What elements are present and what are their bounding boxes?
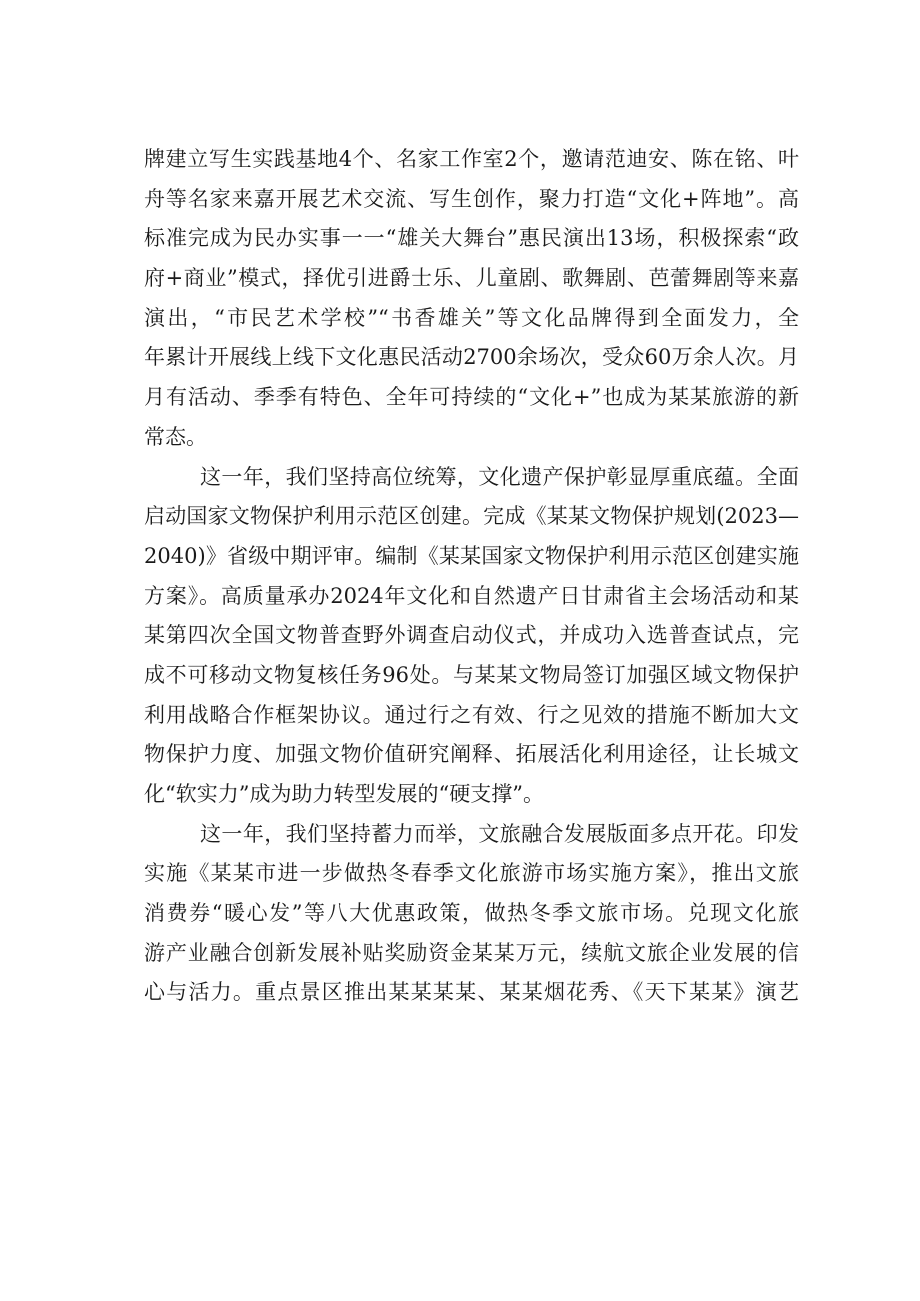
text-line	[144, 180, 799, 220]
line-text: 府+商业”模式，择优引进爵士乐、儿童剧、歌舞剧、芭蕾舞剧等来嘉	[144, 266, 799, 291]
line-text: 启动国家文物保护利用示范区创建。完成《某某文物保护规划(2023—	[144, 504, 799, 529]
line-text: 实施《某某市进一步做热冬春季文化旅游市场实施方案》，推出文旅	[144, 861, 799, 886]
line-text: 标准完成为民办实事一一“雄关大舞台”惠民演出13场，积极探索“政	[144, 226, 799, 251]
line-text: 演出，“市民艺术学校”“书香雄关”等文化品牌得到全面发力，全	[144, 305, 799, 330]
line-text: 消费券“暖心发”等八大优惠政策，做热冬季文旅市场。兑现文化旅	[144, 901, 799, 926]
text-line	[144, 338, 799, 378]
text-line	[144, 656, 799, 696]
line-text: 舟等名家来嘉开展艺术交流、写生创作，聚力打造“文化+阵地”。高	[144, 186, 799, 211]
text-line	[144, 537, 799, 577]
line-text: 游产业融合创新发展补贴奖励资金某某万元，续航文旅企业发展的信	[144, 940, 799, 965]
line-text: 化“软实力”成为助力转型发展的“硬支撑”。	[144, 782, 544, 806]
text-line	[144, 299, 799, 339]
text-line	[144, 973, 799, 1013]
text-line	[144, 259, 799, 299]
line-text: 牌建立写生实践基地4个、名家工作室2个，邀请范迪安、陈在铭、叶	[144, 147, 799, 171]
text-line	[144, 616, 799, 656]
line-text: 2040)》省级中期评审。编制《某某国家文物保护利用示范区创建实施	[144, 543, 799, 568]
text-line	[144, 894, 799, 934]
line-text: 月有活动、季季有特色、全年可持续的“文化+”也成为某某旅游的新	[144, 385, 799, 410]
document-body	[144, 140, 799, 1013]
text-line	[144, 775, 799, 815]
text-line	[144, 815, 799, 855]
text-line	[144, 497, 799, 537]
text-line	[144, 140, 799, 180]
line-text: 某第四次全国文物普查野外调查启动仪式，并成功入选普查试点，完	[144, 623, 799, 648]
line-text: 常态。	[144, 424, 207, 449]
line-text: 这一年，我们坚持高位统筹，文化遗产保护彰显厚重底蕴。全面	[200, 464, 799, 489]
text-line	[144, 577, 799, 617]
line-text: 利用战略合作框架协议。通过行之有效、行之见效的措施不断加大文	[144, 702, 799, 727]
paragraph-3	[144, 815, 799, 1013]
text-line	[144, 696, 799, 736]
text-line	[144, 219, 799, 259]
line-text: 成不可移动文物复核任务96处。与某某文物局签订加强区域文物保护	[144, 662, 799, 687]
text-line	[144, 934, 799, 974]
paragraph-1	[144, 140, 799, 458]
line-text: 心与活力。重点景区推出某某某某、某某烟花秀、《天下某某》演艺	[144, 980, 799, 1005]
text-line	[144, 735, 799, 775]
text-line	[144, 378, 799, 418]
text-line	[144, 458, 799, 498]
line-text: 年累计开展线上线下文化惠民活动2700余场次，受众60万余人次。月	[144, 345, 799, 370]
line-text: 物保护力度、加强文物价值研究阐释、拓展活化利用途径，让长城文	[144, 742, 799, 767]
text-line	[144, 418, 799, 458]
line-text: 这一年，我们坚持蓄力而举，文旅融合发展版面多点开花。印发	[200, 821, 799, 846]
paragraph-2	[144, 458, 799, 815]
text-line	[144, 854, 799, 894]
line-text: 方案》。高质量承办2024年文化和自然遗产日甘肃省主会场活动和某	[144, 583, 799, 608]
